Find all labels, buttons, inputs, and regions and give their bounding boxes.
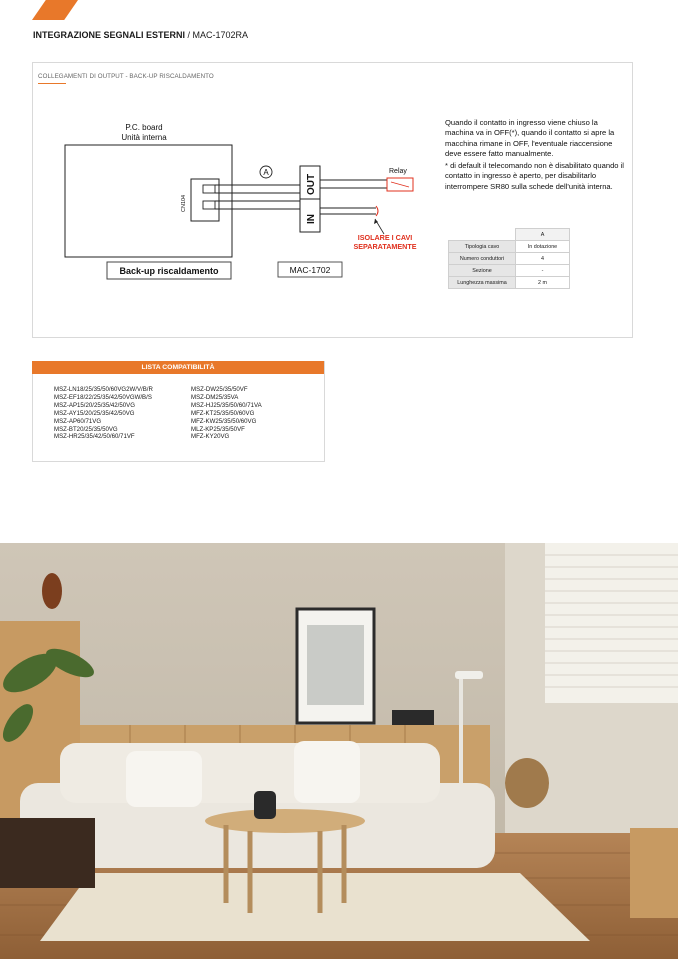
list-item: MSZ-LN18/25/35/50/60VG2W/V/B/R <box>54 386 153 393</box>
list-item: MSZ-HR25/35/42/50/60/71VF <box>54 433 135 441</box>
compat-list-left <box>54 386 153 441</box>
list-item: MSZ-DW25/35/50VF <box>191 386 248 393</box>
side-cabinet-right <box>630 828 678 918</box>
list-item: MSZ-BT20/25/35/50VG <box>54 425 118 433</box>
list-item: MSZ-DM25/35VA <box>191 393 239 401</box>
list-item: MSZ-AP60/71VG <box>54 417 102 425</box>
row-label: Lunghezza massima <box>449 277 516 289</box>
list-item: MFZ-KW25/35/50/60VG <box>191 417 257 425</box>
cushion <box>126 751 202 807</box>
table-row <box>449 265 570 277</box>
table-header-row <box>449 229 570 241</box>
warning-text-1: ISOLARE I CAVI <box>357 233 413 242</box>
lamp-head <box>455 671 483 679</box>
connector-label: CN104 <box>181 194 187 212</box>
in-label: IN <box>306 214 317 224</box>
speaker <box>392 710 434 725</box>
relay-label: Relay <box>389 168 407 175</box>
device-label: MAC-1702 <box>289 265 331 275</box>
page-title <box>33 30 248 40</box>
row-label: Numero conduttori <box>449 253 516 265</box>
rug <box>40 873 590 941</box>
table-row <box>449 241 570 253</box>
teapot <box>254 791 276 819</box>
out-label: OUT <box>306 173 317 195</box>
row-value: 2 m <box>516 277 570 289</box>
warning-text-2: SEPARATAMENTE <box>353 242 417 251</box>
table-row <box>449 253 570 265</box>
list-item: MFZ-KY20VG <box>191 433 230 441</box>
living-room-photo <box>0 543 678 959</box>
note-paragraph-2: * di default il telecomando non è disabilitato quando il contatto in ingresso è aperto, per disabilitarlo interrompere SR80 sulla schede dell'unità interna. <box>445 161 624 191</box>
cushion <box>294 741 360 803</box>
compatibility-title: LISTA COMPATIBILITÀ <box>32 361 324 374</box>
note-paragraph-1: Quando il contatto in ingresso viene chiuso la machina va in OFF(*), quando il contatto si apre la macchina rimane in OFF, l'eventuale riaccensione deve essere fatto manualmente. <box>445 118 615 158</box>
backup-label: Back-up riscaldamento <box>119 266 219 276</box>
panel-label: COLLEGAMENTI DI OUTPUT - BACK-UP RISCALDAMENTO <box>38 73 214 80</box>
rattan-basket <box>505 758 549 808</box>
list-item: MSZ-EF18/22/25/35/42/50VGW/B/S <box>54 393 152 401</box>
row-value: In dotazione <box>516 241 570 253</box>
title-main: INTEGRAZIONE SEGNALI ESTERNI <box>33 30 186 40</box>
list-item: MSZ-AP15/20/25/35/42/50VG <box>54 401 135 409</box>
row-value: 4 <box>516 253 570 265</box>
row-label: Sezione <box>449 265 516 277</box>
board-label-1: P.C. board <box>125 123 163 132</box>
board-label-2: Unità interna <box>121 133 167 142</box>
row-value: - <box>516 265 570 277</box>
title-model: / MAC-1702RA <box>185 30 249 40</box>
connector-pin-2 <box>203 201 215 209</box>
list-item: MFZ-KT25/35/50/60VG <box>191 409 255 417</box>
coffee-table-top <box>205 809 365 833</box>
cable-spec-table <box>448 228 570 289</box>
vase <box>42 573 62 609</box>
operation-note <box>445 118 625 194</box>
wiring-diagram <box>32 62 452 292</box>
list-item: MSZ-HJ25/35/50/60/71VA <box>191 401 262 409</box>
cable-end-insulated <box>376 206 378 216</box>
row-label: Tipologia cavo <box>449 241 516 253</box>
armchair <box>0 818 95 888</box>
list-item: MLZ-KP25/35/50VF <box>191 425 245 433</box>
column-header: A <box>516 229 570 241</box>
table-row <box>449 277 570 289</box>
print-image <box>307 625 364 705</box>
cable-marker-label: A <box>263 168 269 177</box>
compat-list-right <box>191 386 262 441</box>
list-item: MSZ-AY15/20/25/35/42/50VG <box>54 409 135 417</box>
connector-pin-1 <box>203 185 215 193</box>
orange-tab-decoration <box>32 0 78 20</box>
sofa-back <box>60 743 440 803</box>
